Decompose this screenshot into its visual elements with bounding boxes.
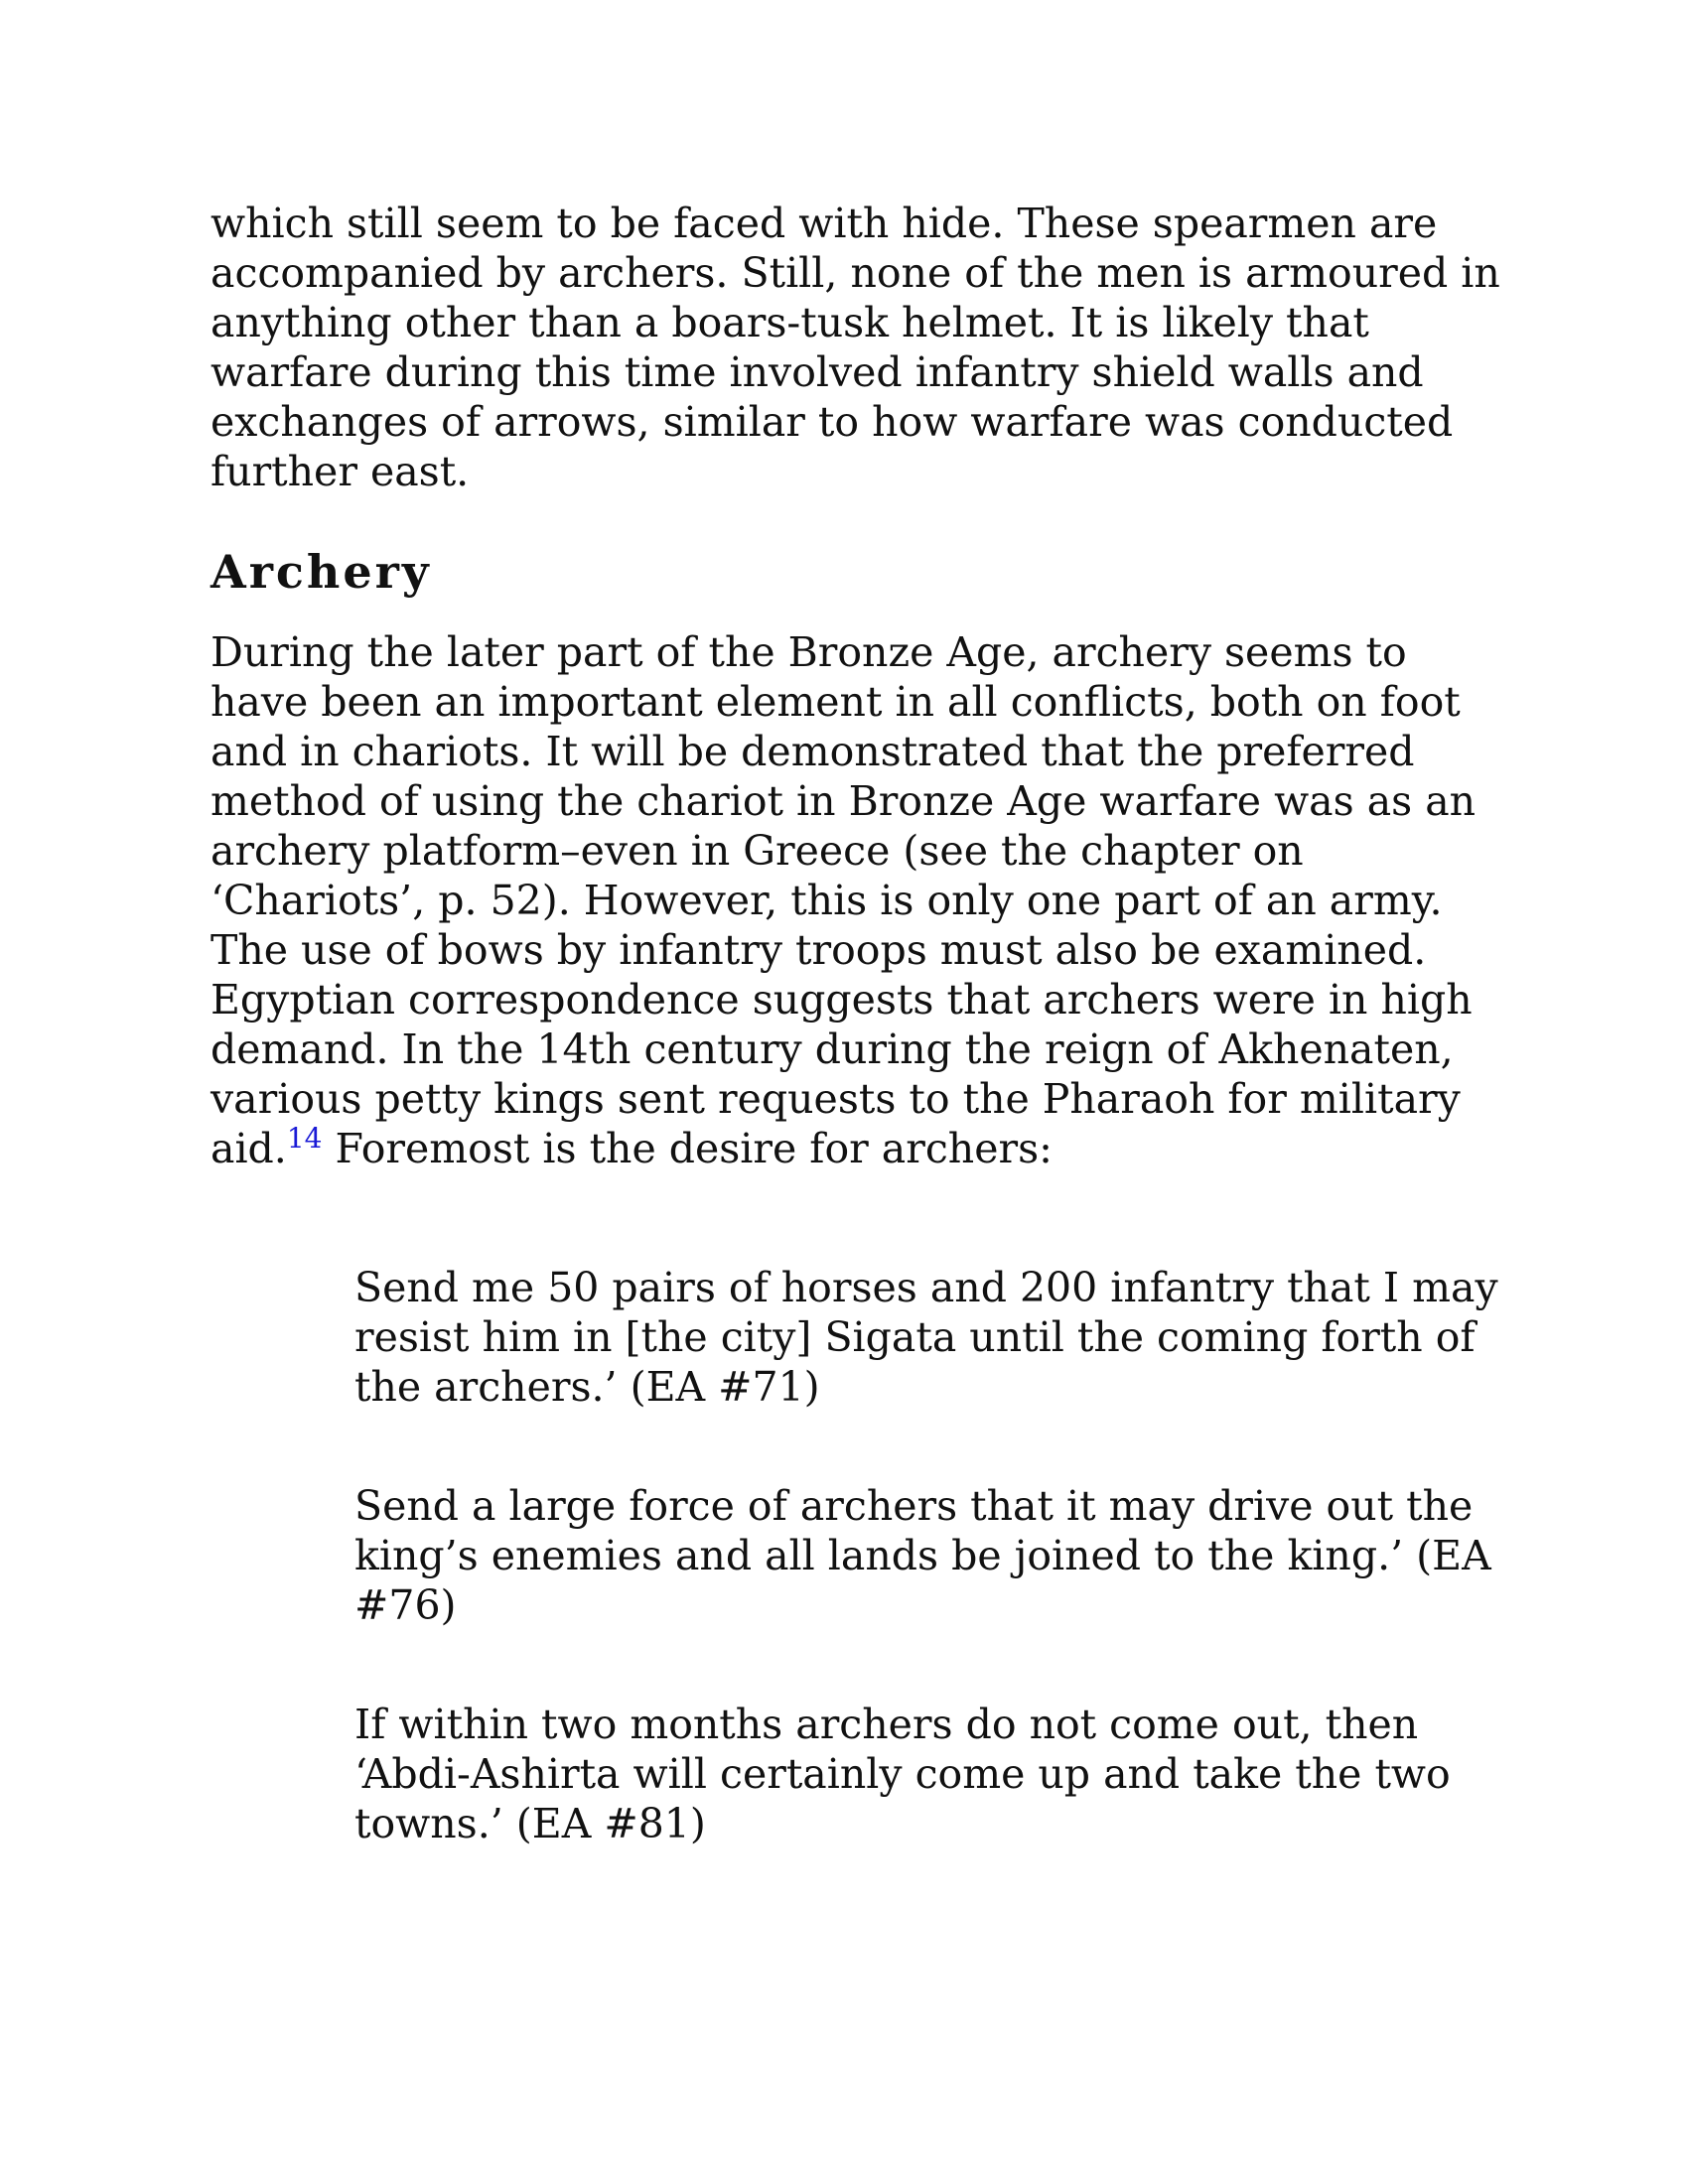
section-heading-archery: Archery [211,545,432,599]
intro-paragraph: which still seem to be faced with hide. These spearmen are accompanied by archers. Still, none of the men is armoured in anything other than a boars-tusk helmet. It is likely that warfare during this time involved infantry shield walls and exchanges of arrows, similar to how warfare was conducted further east. [211,200,1500,495]
block-quote: If within two months archers do not come out, then ‘Abdi-Ashirta will certainly come up and take the two towns.’ (EA #81) [354,1701,1451,1847]
block-quote: Send me 50 pairs of horses and 200 infantry that I may resist him in [the city] Sigata until the coming forth of the archers.’ (EA #71) [354,1264,1498,1411]
footnote-link[interactable]: 14 [286,1122,323,1155]
page-content [211,199,1501,1918]
archery-paragraph-text: During the later part of the Bronze Age, archery seems to have been an important element in all conflicts, both on foot and in chariots. It will be demonstrated that the preferred method of using the chariot in Bronze Age warfare was as an archery platform–even in Greece (see the chapter on ‘Chariots’, p. 52). However, this is only one part of an army. The use of bows by infantry troops must also be examined. Egyptian correspondence suggests that archers were in high demand. In the 14th century during the reign of Akhenaten, various petty kings sent requests to the Pharaoh for military aid. [211,628,1477,1172]
archery-paragraph [211,627,1501,1173]
block-quotes [211,1263,1501,1848]
archery-paragraph-text-end: Foremost is the desire for archers: [322,1125,1053,1172]
block-quote: Send a large force of archers that it may drive out the king’s enemies and all lands be joined to the king.’ (EA #76) [354,1482,1491,1629]
